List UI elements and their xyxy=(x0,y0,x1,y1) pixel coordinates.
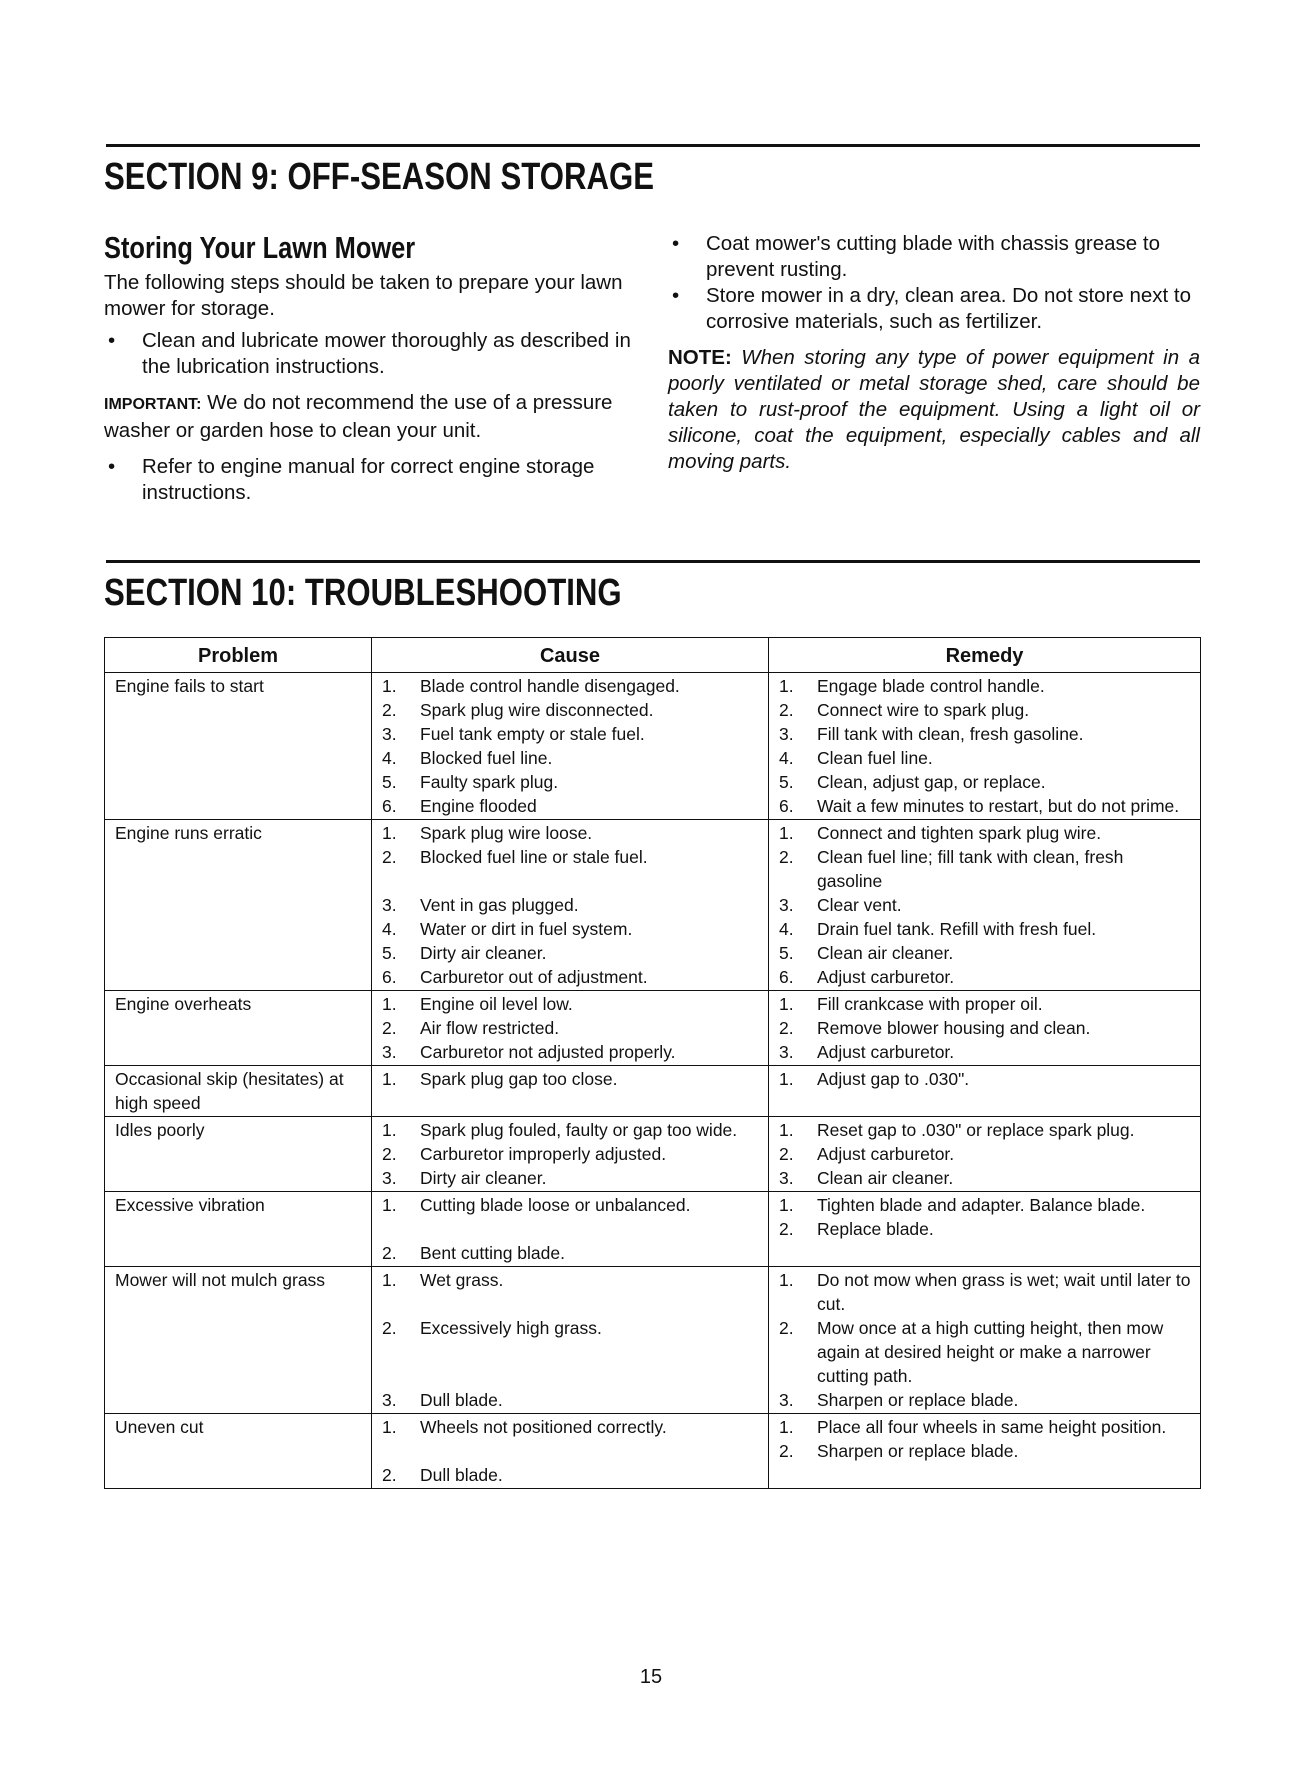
cause-cell xyxy=(372,1267,769,1414)
alignment-spacer xyxy=(382,1292,760,1316)
rem-item xyxy=(779,746,1192,770)
problem-cell: Excessive vibration xyxy=(105,1192,372,1267)
rem-item xyxy=(779,821,1192,845)
item-number: 5. xyxy=(779,772,794,792)
bullet-glyph: • xyxy=(108,329,116,352)
remedy-cell xyxy=(769,820,1201,991)
cause-item xyxy=(382,1463,760,1487)
item-number: 1. xyxy=(382,1069,397,1089)
alignment-spacer xyxy=(382,1217,760,1241)
item-number: 3. xyxy=(779,1042,794,1062)
item-number: 1. xyxy=(779,676,794,696)
important-paragraph xyxy=(104,390,634,444)
item-text: Clean air cleaner. xyxy=(817,1168,954,1188)
cause-cell xyxy=(372,1117,769,1192)
item-text: Wheels not positioned correctly. xyxy=(420,1417,667,1437)
cause-item xyxy=(382,794,760,818)
item-text: Dull blade. xyxy=(420,1390,503,1410)
item-number: 1. xyxy=(779,1195,794,1215)
item-number: 1. xyxy=(382,1270,397,1290)
note-paragraph xyxy=(668,345,1200,475)
problem-cell: Occasional skip (hesitates) at high speed xyxy=(105,1066,372,1117)
remedy-cell xyxy=(769,1117,1201,1192)
rem-item xyxy=(779,1193,1192,1217)
rem-item xyxy=(779,1415,1192,1439)
cause-item xyxy=(382,722,760,746)
rem-item xyxy=(779,1040,1192,1064)
item-text: Excessively high grass. xyxy=(420,1318,602,1338)
bullet-glyph: • xyxy=(108,455,116,478)
cause-item xyxy=(382,1268,760,1292)
item-text: Engage blade control handle. xyxy=(817,676,1045,696)
item-number: 4. xyxy=(382,748,397,768)
item-number: 1. xyxy=(382,823,397,843)
item-text: Engine flooded xyxy=(420,796,537,816)
item-text: Connect and tighten spark plug wire. xyxy=(817,823,1102,843)
section9-title: SECTION 9: OFF-SEASON STORAGE xyxy=(104,156,654,198)
cause-item xyxy=(382,1388,760,1412)
item-number: 3. xyxy=(779,724,794,744)
rem-item xyxy=(779,1142,1192,1166)
remedy-cell xyxy=(769,1066,1201,1117)
rem-item xyxy=(779,770,1192,794)
storage-bullet-2: • Refer to engine manual for correct engine storage instructions. xyxy=(108,455,595,504)
table-row xyxy=(105,820,1201,991)
item-text: Clean, adjust gap, or replace. xyxy=(817,772,1046,792)
item-number: 2. xyxy=(779,847,794,867)
cause-item xyxy=(382,1067,760,1091)
storage-bullet-4: • Store mower in a dry, clean area. Do not store next to corrosive materials, such as fertilizer. xyxy=(672,284,1192,333)
alignment-spacer xyxy=(382,1439,760,1463)
cause-cell xyxy=(372,673,769,820)
cause-cell xyxy=(372,1192,769,1267)
item-number: 2. xyxy=(382,1018,397,1038)
page-number: 15 xyxy=(639,1666,663,1688)
item-number: 5. xyxy=(382,772,397,792)
cause-item xyxy=(382,746,760,770)
item-text: Wet grass. xyxy=(420,1270,504,1290)
storage-bullet-1: • Clean and lubricate mower thoroughly as described in the lubrication instructions. xyxy=(108,329,631,378)
item-number: 1. xyxy=(382,676,397,696)
rem-item xyxy=(779,698,1192,722)
remedy-cell xyxy=(769,1267,1201,1414)
storing-subtitle: Storing Your Lawn Mower xyxy=(104,230,416,265)
item-text: Wait a few minutes to restart, but do not prime. xyxy=(817,796,1180,816)
item-text: Spark plug fouled, faulty or gap too wide. xyxy=(420,1120,738,1140)
troubleshooting-table xyxy=(104,637,1201,1489)
problem-cell: Mower will not mulch grass xyxy=(105,1267,372,1414)
alignment-spacer xyxy=(382,1340,760,1388)
rem-item xyxy=(779,1067,1192,1091)
table-row xyxy=(105,1414,1201,1489)
cause-item xyxy=(382,992,760,1016)
important-label: IMPORTANT: xyxy=(104,396,202,413)
item-text: Vent in gas plugged. xyxy=(420,895,579,915)
rem-item xyxy=(779,1118,1192,1142)
item-text: Bent cutting blade. xyxy=(420,1243,565,1263)
item-text: Remove blower housing and clean. xyxy=(817,1018,1091,1038)
section10-top-rule xyxy=(106,560,1200,563)
important-text: We do not recommend the use of a pressure washer or garden hose to clean your unit. xyxy=(104,391,613,442)
item-text: Adjust carburetor. xyxy=(817,1144,955,1164)
item-text: Clean fuel line. xyxy=(817,748,933,768)
item-number: 3. xyxy=(382,1168,397,1188)
item-text: Faulty spark plug. xyxy=(420,772,559,792)
item-number: 2. xyxy=(382,700,397,720)
item-text: Spark plug gap too close. xyxy=(420,1069,618,1089)
storage-left-column xyxy=(104,230,634,506)
table-header-row xyxy=(105,638,1201,673)
rem-item xyxy=(779,917,1192,941)
item-text: Connect wire to spark plug. xyxy=(817,700,1030,720)
item-number: 2. xyxy=(779,1318,794,1338)
item-text: Clean air cleaner. xyxy=(817,943,954,963)
item-text: Sharpen or replace blade. xyxy=(817,1441,1019,1461)
item-text: Blocked fuel line or stale fuel. xyxy=(420,847,648,867)
cause-cell xyxy=(372,1066,769,1117)
item-number: 1. xyxy=(382,1417,397,1437)
rem-item xyxy=(779,1439,1192,1463)
item-text: Dirty air cleaner. xyxy=(420,943,547,963)
item-number: 6. xyxy=(779,967,794,987)
cause-cell xyxy=(372,1414,769,1489)
item-number: 1. xyxy=(382,1120,397,1140)
cause-item xyxy=(382,1040,760,1064)
cause-item xyxy=(382,821,760,845)
item-text: Cutting blade loose or unbalanced. xyxy=(420,1195,691,1215)
item-text: Engine oil level low. xyxy=(420,994,573,1014)
item-number: 3. xyxy=(382,724,397,744)
item-number: 1. xyxy=(382,1195,397,1215)
bullet-glyph: • xyxy=(672,284,680,307)
header-problem: Problem xyxy=(105,638,372,673)
item-number: 6. xyxy=(779,796,794,816)
item-number: 3. xyxy=(382,1042,397,1062)
section9-top-rule xyxy=(106,144,1200,147)
rem-item xyxy=(779,1016,1192,1040)
item-text: Adjust carburetor. xyxy=(817,1042,955,1062)
cause-item xyxy=(382,698,760,722)
item-number: 3. xyxy=(779,895,794,915)
item-text: Replace blade. xyxy=(817,1219,934,1239)
table-row xyxy=(105,991,1201,1066)
item-number: 1. xyxy=(779,1417,794,1437)
item-number: 2. xyxy=(779,1144,794,1164)
header-cause: Cause xyxy=(372,638,769,673)
item-number: 2. xyxy=(779,1441,794,1461)
note-text: When storing any type of power equipment in a poorly ventilated or metal storage shed, care should be taken to rust-proof the equipment. Using a light oil or silicone, coat the equipment, especially cables and all moving parts. xyxy=(668,346,1200,473)
rem-item xyxy=(779,1316,1192,1388)
rem-item xyxy=(779,992,1192,1016)
item-number: 2. xyxy=(382,1243,397,1263)
item-text: Spark plug wire loose. xyxy=(420,823,593,843)
rem-item xyxy=(779,941,1192,965)
bullet-glyph: • xyxy=(672,232,680,255)
rem-item xyxy=(779,1268,1192,1316)
cause-cell xyxy=(372,820,769,991)
rem-item xyxy=(779,965,1192,989)
item-number: 3. xyxy=(382,895,397,915)
item-number: 6. xyxy=(382,967,397,987)
cause-item xyxy=(382,1415,760,1439)
cause-item xyxy=(382,1166,760,1190)
item-text: Fill crankcase with proper oil. xyxy=(817,994,1043,1014)
item-text: Carburetor out of adjustment. xyxy=(420,967,648,987)
note-label: NOTE: xyxy=(668,346,732,369)
cause-cell xyxy=(372,991,769,1066)
table-row xyxy=(105,673,1201,820)
item-number: 1. xyxy=(779,1069,794,1089)
item-text: Carburetor not adjusted properly. xyxy=(420,1042,676,1062)
remedy-cell xyxy=(769,1192,1201,1267)
problem-cell: Uneven cut xyxy=(105,1414,372,1489)
storage-list-2 xyxy=(104,454,634,506)
item-text: Spark plug wire disconnected. xyxy=(420,700,654,720)
item-text: Clean fuel line; fill tank with clean, fresh gasoline xyxy=(817,847,1124,891)
item-number: 5. xyxy=(779,943,794,963)
storage-intro: The following steps should be taken to prepare your lawn mower for storage. xyxy=(104,271,623,320)
item-number: 4. xyxy=(779,748,794,768)
item-text: Do not mow when grass is wet; wait until later to cut. xyxy=(817,1270,1191,1314)
header-remedy: Remedy xyxy=(769,638,1201,673)
problem-cell: Engine overheats xyxy=(105,991,372,1066)
item-number: 2. xyxy=(382,1318,397,1338)
item-number: 1. xyxy=(382,994,397,1014)
item-text: Mow once at a high cutting height, then mow again at desired height or make a narrower cutting path. xyxy=(817,1318,1164,1386)
remedy-cell xyxy=(769,991,1201,1066)
cause-item xyxy=(382,965,760,989)
item-text: Tighten blade and adapter. Balance blade. xyxy=(817,1195,1146,1215)
item-text: Place all four wheels in same height position. xyxy=(817,1417,1167,1437)
rem-item xyxy=(779,893,1192,917)
item-number: 3. xyxy=(779,1168,794,1188)
rem-item xyxy=(779,794,1192,818)
troubleshooting-body xyxy=(105,673,1201,1489)
rem-item xyxy=(779,674,1192,698)
item-text: Adjust gap to .030". xyxy=(817,1069,970,1089)
cause-item xyxy=(382,1241,760,1265)
item-number: 2. xyxy=(382,1465,397,1485)
item-text: Carburetor improperly adjusted. xyxy=(420,1144,667,1164)
item-number: 5. xyxy=(382,943,397,963)
problem-cell: Engine runs erratic xyxy=(105,820,372,991)
item-text: Dull blade. xyxy=(420,1465,503,1485)
table-row xyxy=(105,1066,1201,1117)
item-text: Blade control handle disengaged. xyxy=(420,676,680,696)
item-number: 4. xyxy=(779,919,794,939)
rem-item xyxy=(779,722,1192,746)
cause-item xyxy=(382,893,760,917)
storage-right-column xyxy=(668,231,1200,475)
cause-item xyxy=(382,1316,760,1340)
item-number: 4. xyxy=(382,919,397,939)
rem-item xyxy=(779,1217,1192,1241)
table-row xyxy=(105,1117,1201,1192)
alignment-spacer xyxy=(382,869,760,893)
item-text: Fuel tank empty or stale fuel. xyxy=(420,724,645,744)
cause-item xyxy=(382,770,760,794)
storage-bullet-3: • Coat mower's cutting blade with chassis grease to prevent rusting. xyxy=(672,232,1160,281)
item-text: Reset gap to .030" or replace spark plug. xyxy=(817,1120,1135,1140)
item-text: Water or dirt in fuel system. xyxy=(420,919,633,939)
item-number: 6. xyxy=(382,796,397,816)
remedy-cell xyxy=(769,673,1201,820)
storage-list-3 xyxy=(668,231,1200,335)
item-number: 2. xyxy=(779,1018,794,1038)
remedy-cell xyxy=(769,1414,1201,1489)
item-text: Dirty air cleaner. xyxy=(420,1168,547,1188)
table-row xyxy=(105,1192,1201,1267)
cause-item xyxy=(382,1118,760,1142)
item-number: 1. xyxy=(779,994,794,1014)
rem-item xyxy=(779,845,1192,893)
rem-item xyxy=(779,1388,1192,1412)
item-number: 2. xyxy=(779,1219,794,1239)
item-text: Sharpen or replace blade. xyxy=(817,1390,1019,1410)
section10-title: SECTION 10: TROUBLESHOOTING xyxy=(104,572,622,614)
cause-item xyxy=(382,1193,760,1217)
item-number: 3. xyxy=(382,1390,397,1410)
cause-item xyxy=(382,674,760,698)
problem-cell: Engine fails to start xyxy=(105,673,372,820)
storage-list-1 xyxy=(104,328,634,380)
item-text: Fill tank with clean, fresh gasoline. xyxy=(817,724,1084,744)
cause-item xyxy=(382,1142,760,1166)
item-number: 1. xyxy=(779,1120,794,1140)
table-row xyxy=(105,1267,1201,1414)
item-number: 1. xyxy=(779,823,794,843)
cause-item xyxy=(382,941,760,965)
item-number: 2. xyxy=(382,1144,397,1164)
item-number: 3. xyxy=(779,1390,794,1410)
rem-item xyxy=(779,1166,1192,1190)
cause-item xyxy=(382,845,760,869)
item-number: 2. xyxy=(382,847,397,867)
problem-cell: Idles poorly xyxy=(105,1117,372,1192)
item-text: Drain fuel tank. Refill with fresh fuel. xyxy=(817,919,1097,939)
item-text: Air flow restricted. xyxy=(420,1018,560,1038)
item-number: 2. xyxy=(779,700,794,720)
item-text: Adjust carburetor. xyxy=(817,967,955,987)
cause-item xyxy=(382,917,760,941)
item-text: Clear vent. xyxy=(817,895,902,915)
item-text: Blocked fuel line. xyxy=(420,748,553,768)
cause-item xyxy=(382,1016,760,1040)
item-number: 1. xyxy=(779,1270,794,1290)
